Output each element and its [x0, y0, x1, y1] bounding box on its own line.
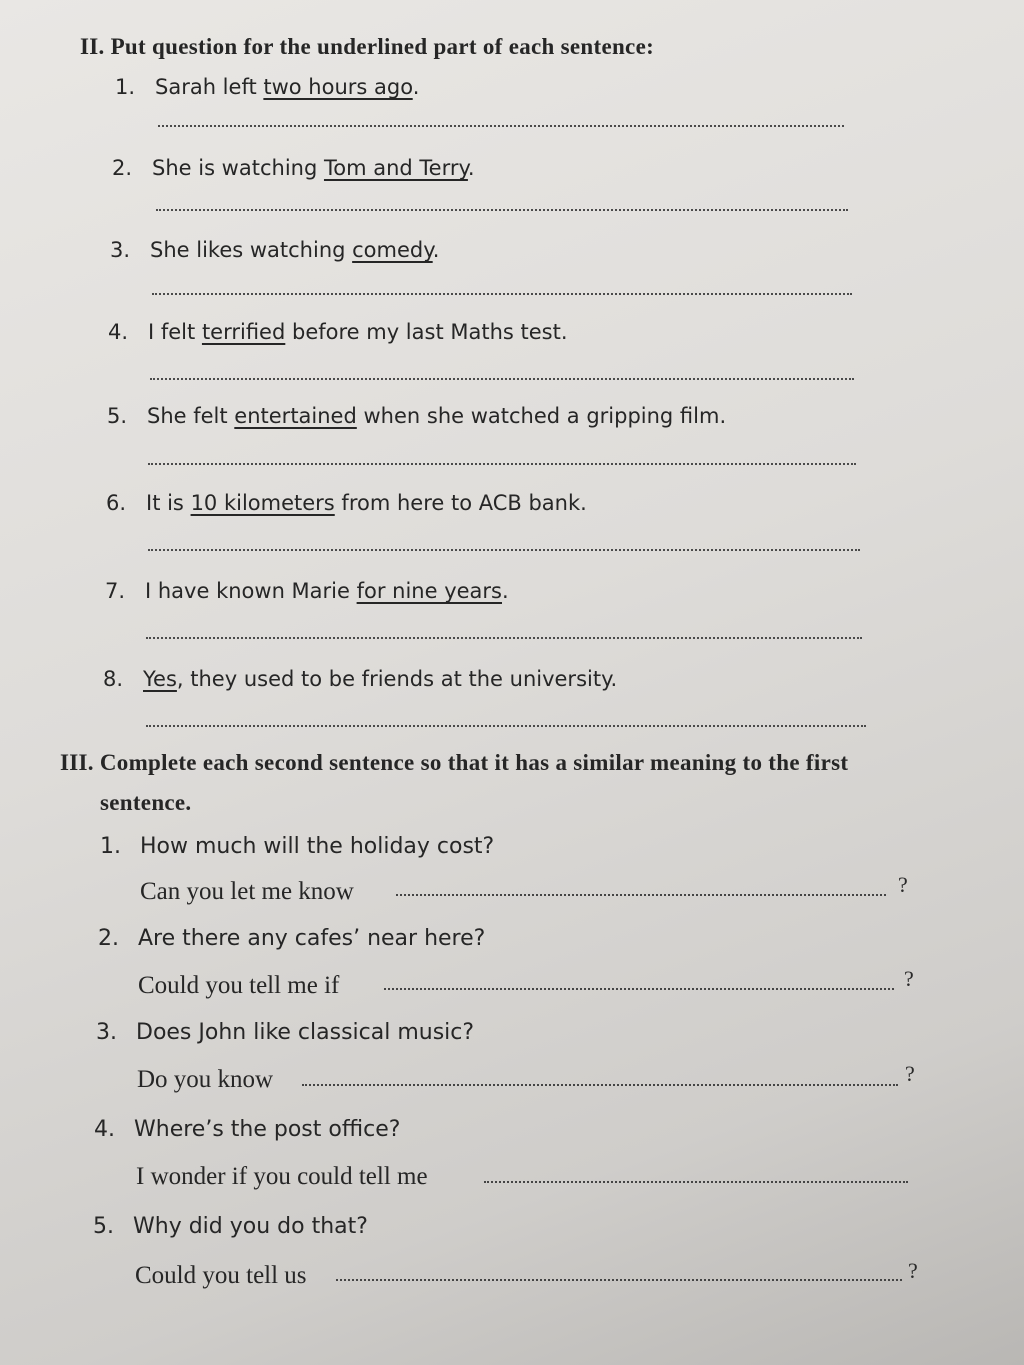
underlined-part: two hours ago	[263, 75, 413, 99]
sentence-text: from here to ACB bank.	[334, 491, 587, 515]
item-number: 2.	[112, 156, 133, 180]
s3-item-1-question	[100, 834, 494, 859]
answer-line-1[interactable]	[158, 125, 844, 127]
item-number: 4.	[108, 320, 129, 344]
s3-item-3-start: Do you know	[137, 1066, 274, 1093]
s3-item-2-start: Could you tell me if	[138, 972, 340, 999]
sentence-text: .	[412, 75, 420, 99]
item-number: 1.	[115, 75, 136, 99]
item-number: 8.	[103, 667, 124, 691]
answer-line-5[interactable]	[148, 463, 856, 465]
underlined-part: comedy	[352, 238, 433, 262]
item-number: 5.	[107, 404, 128, 428]
section-2-roman: II.	[80, 34, 105, 59]
s2-item-7	[105, 579, 509, 603]
item-number: 7.	[105, 579, 126, 603]
section-2-heading	[80, 34, 654, 60]
sentence-text: , they used to be friends at the university.	[176, 667, 618, 691]
section-3-title-line2: sentence.	[100, 790, 192, 815]
sentence-text: I felt	[148, 320, 202, 344]
answer-line-6[interactable]	[148, 549, 860, 551]
section-2-title: Put question for the underlined part of each sentence:	[110, 34, 655, 59]
sentence-text: She felt	[147, 404, 235, 428]
item-number: 2.	[98, 926, 119, 951]
sentence-text: .	[467, 156, 475, 180]
completion-line-3[interactable]	[302, 1084, 898, 1086]
underlined-part: terrified	[201, 320, 286, 344]
s3-item-4-start: I wonder if you could tell me	[136, 1163, 428, 1190]
s2-item-8	[103, 667, 617, 691]
underlined-part: entertained	[234, 404, 357, 428]
answer-line-7[interactable]	[146, 637, 862, 639]
sentence-text: before my last Maths test.	[285, 320, 568, 344]
s3-item-5-start: Could you tell us	[135, 1262, 307, 1289]
s2-item-6	[106, 491, 587, 515]
underlined-part: for nine years	[356, 579, 502, 603]
completion-line-5[interactable]	[336, 1279, 902, 1281]
completion-line-2[interactable]	[384, 988, 894, 990]
section-3-heading	[60, 750, 848, 776]
answer-line-8[interactable]	[146, 725, 866, 727]
underlined-part: Yes	[143, 667, 177, 691]
answer-line-3[interactable]	[152, 293, 852, 295]
section-3-roman: III.	[60, 750, 94, 775]
completion-line-1[interactable]	[396, 894, 886, 896]
question-mark: ?	[904, 966, 914, 991]
s2-item-1	[115, 75, 419, 99]
question-mark: ?	[908, 1258, 918, 1283]
question-mark: ?	[898, 872, 908, 897]
s3-item-2-question	[98, 926, 485, 951]
answer-line-4[interactable]	[150, 378, 854, 380]
sentence-text: when she watched a gripping film.	[356, 404, 727, 428]
question-text: How much will the holiday cost?	[140, 834, 495, 859]
question-text: Are there any cafes’ near here?	[138, 926, 486, 951]
question-mark: ?	[905, 1061, 915, 1086]
s3-item-1-start: Can you let me know	[140, 878, 354, 905]
sentence-text: .	[432, 238, 440, 262]
question-text: Where’s the post office?	[134, 1117, 401, 1142]
answer-line-2[interactable]	[156, 209, 848, 211]
completion-line-4[interactable]	[484, 1181, 908, 1183]
item-number: 6.	[106, 491, 127, 515]
sentence-text: I have known Marie	[145, 579, 357, 603]
underlined-part: 10 kilometers	[190, 491, 335, 515]
underlined-part: Tom and Terry	[323, 156, 468, 180]
s2-item-3	[110, 238, 439, 262]
item-number: 5.	[93, 1214, 114, 1239]
section-3-title-line1: Complete each second sentence so that it has a similar meaning to the first	[99, 750, 849, 775]
item-number: 4.	[94, 1117, 115, 1142]
question-text: Does John like classical music?	[136, 1020, 475, 1045]
s2-item-2	[112, 156, 475, 180]
question-text: Why did you do that?	[133, 1214, 368, 1239]
sentence-text: .	[502, 579, 509, 603]
sentence-text: Sarah left	[155, 75, 264, 99]
s2-item-5	[107, 404, 726, 428]
sentence-text: She is watching	[152, 156, 324, 180]
item-number: 1.	[100, 834, 121, 859]
s2-item-4	[108, 320, 568, 344]
sentence-text: She likes watching	[150, 238, 353, 262]
s3-item-4-question	[94, 1117, 400, 1142]
item-number: 3.	[96, 1020, 117, 1045]
item-number: 3.	[110, 238, 131, 262]
s3-item-3-question	[96, 1020, 474, 1045]
sentence-text: It is	[146, 491, 191, 515]
s3-item-5-question	[93, 1214, 368, 1239]
